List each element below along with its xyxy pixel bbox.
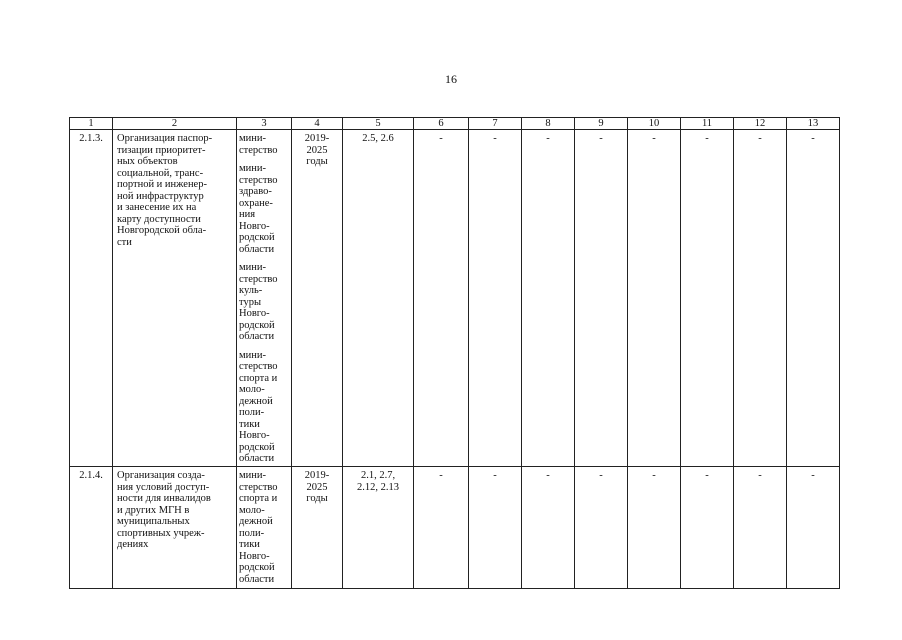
header-cell: 8 bbox=[522, 118, 575, 130]
value-cell: - bbox=[628, 130, 681, 467]
value-cell: - bbox=[787, 130, 840, 467]
row-number: 2.1.3. bbox=[70, 130, 113, 467]
executor: мини- стерство куль- туры Новго- родской области bbox=[239, 262, 278, 342]
value-cell: - bbox=[734, 130, 787, 467]
value-cell: - bbox=[469, 130, 522, 467]
executor: мини- стерство bbox=[239, 133, 278, 156]
page-number: 16 bbox=[445, 72, 457, 86]
value-cell: - bbox=[628, 467, 681, 589]
value-cell: - bbox=[734, 467, 787, 589]
value-cell: - bbox=[681, 130, 734, 467]
table-row bbox=[70, 467, 840, 589]
value-cell: - bbox=[414, 130, 469, 467]
table-row bbox=[70, 130, 840, 467]
header-row bbox=[70, 118, 840, 130]
value-cell: - bbox=[522, 130, 575, 467]
executors bbox=[237, 467, 292, 589]
header-cell: 1 bbox=[70, 118, 113, 130]
executors bbox=[237, 130, 292, 467]
header-cell: 9 bbox=[575, 118, 628, 130]
measures-table bbox=[69, 117, 840, 589]
header-cell: 4 bbox=[292, 118, 343, 130]
header-cell: 12 bbox=[734, 118, 787, 130]
value-cell: - bbox=[522, 467, 575, 589]
measure-name: Организация созда- ния условий доступ- ности для инвалидов и других МГН в муниципальных спортивных учреж- дениях bbox=[113, 467, 237, 589]
header-cell: 5 bbox=[343, 118, 414, 130]
term: 2019- 2025 годы bbox=[292, 130, 343, 467]
indicators: 2.5, 2.6 bbox=[343, 130, 414, 467]
value-cell: - bbox=[681, 467, 734, 589]
header-cell: 2 bbox=[113, 118, 237, 130]
value-cell: - bbox=[469, 467, 522, 589]
header-cell: 7 bbox=[469, 118, 522, 130]
measure-name: Организация паспор- тизации приоритет- ных объектов социальной, транс- портной и инженер- ной инфраструктур и занесение их на карту доступности Новгородской обла- сти bbox=[113, 130, 237, 467]
header-cell: 13 bbox=[787, 118, 840, 130]
value-cell: - bbox=[575, 130, 628, 467]
value-cell: - bbox=[787, 467, 840, 589]
value-cell: - bbox=[414, 467, 469, 589]
executor: мини- стерство здраво- охране- ния Новго- родской области bbox=[239, 163, 278, 255]
term: 2019- 2025 годы bbox=[292, 467, 343, 589]
indicators: 2.1, 2.7, 2.12, 2.13 bbox=[343, 467, 414, 589]
header-cell: 6 bbox=[414, 118, 469, 130]
row-number: 2.1.4. bbox=[70, 467, 113, 589]
header-cell: 10 bbox=[628, 118, 681, 130]
header-cell: 3 bbox=[237, 118, 292, 130]
executor: мини- стерство спорта и моло- дежной поли- тики Новго- родской области bbox=[239, 470, 278, 585]
value-cell: - bbox=[575, 467, 628, 589]
executor: мини- стерство спорта и моло- дежной поли- тики Новго- родской области bbox=[239, 349, 278, 464]
header-cell: 11 bbox=[681, 118, 734, 130]
